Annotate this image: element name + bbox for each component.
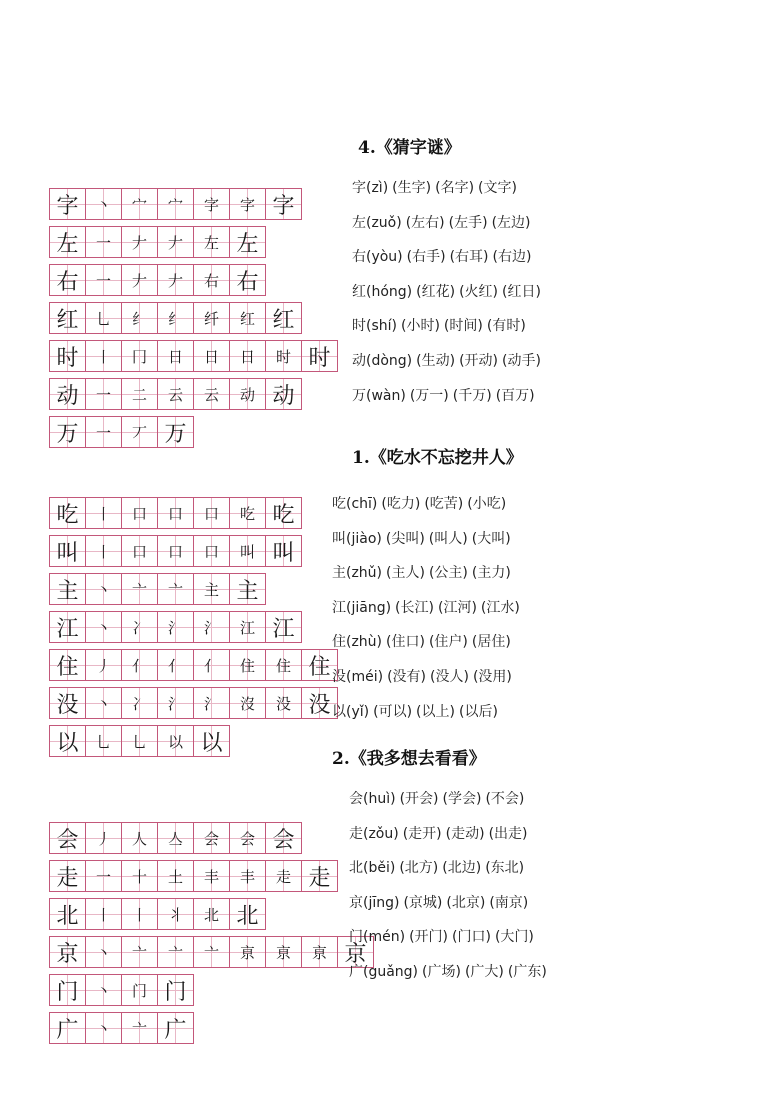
character-cell: 会: [49, 822, 86, 854]
stroke-cell: 会: [265, 822, 302, 854]
stroke-row: [49, 822, 374, 854]
stroke-cell: 住: [229, 649, 266, 681]
word-item: (不会): [485, 791, 525, 807]
character-pinyin: 京(jīng): [349, 894, 400, 911]
stroke-cell: 叫: [265, 535, 302, 567]
stroke-cell: 亠: [121, 1012, 158, 1044]
stroke-cell: 沒: [229, 687, 266, 719]
word-item: (以后): [458, 703, 498, 720]
word-item: (居住): [471, 634, 511, 651]
stroke-row: [49, 974, 374, 1006]
stroke-cell: 丨: [85, 535, 122, 567]
stroke-row: [49, 416, 338, 448]
character-cell: 动: [49, 378, 86, 410]
stroke-cell: 日: [229, 340, 266, 372]
word-item: (左边): [491, 214, 531, 231]
stroke-row: [49, 573, 338, 605]
stroke-cell: 时: [265, 340, 302, 372]
stroke-cell: 丿: [85, 822, 122, 854]
stroke-cell: 氵: [193, 687, 230, 719]
stroke-cell: 会: [193, 822, 230, 854]
stroke-cell: 亠: [121, 936, 158, 968]
character-pinyin: 左(zuǒ): [352, 214, 402, 231]
stroke-row: [49, 497, 338, 529]
word-item: (京城): [403, 894, 443, 911]
stroke-row: [49, 378, 338, 410]
word-item: (小吃): [467, 496, 507, 512]
stroke-cell: 宀: [157, 188, 194, 220]
stroke-row: [49, 264, 338, 296]
word-item: (左右): [405, 214, 445, 231]
stroke-cell: 丰: [193, 860, 230, 892]
stroke-cell: 宀: [121, 188, 158, 220]
word-line: [349, 782, 551, 817]
stroke-cell: 住: [301, 649, 338, 681]
character-cell: 万: [49, 416, 86, 448]
stroke-cell: 亻: [157, 649, 194, 681]
stroke-cell: 字: [193, 188, 230, 220]
word-line: [349, 886, 551, 921]
stroke-cell: 丆: [121, 416, 158, 448]
stroke-cell: 口: [121, 497, 158, 529]
character-pinyin: 会(huì): [349, 791, 396, 807]
word-item: (千万): [452, 387, 492, 404]
word-item: (时间): [443, 318, 483, 335]
character-cell: 江: [49, 611, 86, 643]
stroke-cell: 乚: [121, 725, 158, 757]
stroke-cell: 亻: [121, 649, 158, 681]
stroke-cell: 亰: [229, 936, 266, 968]
stroke-row: [49, 725, 338, 757]
stroke-cell: 𠂇: [157, 226, 194, 258]
word-item: (文字): [478, 180, 517, 196]
stroke-cell: 一: [85, 378, 122, 410]
word-item: (公主): [428, 565, 468, 582]
character-pinyin: 叫(jiào): [332, 530, 382, 547]
stroke-cell: 一: [85, 416, 122, 448]
word-line: [349, 955, 551, 990]
stroke-cell: 日: [157, 340, 194, 372]
word-item: (右边): [492, 249, 532, 266]
word-item: (生动): [416, 352, 456, 369]
stroke-cell: 氵: [193, 611, 230, 643]
stroke-cell: 口: [157, 535, 194, 567]
stroke-cell: 丶: [85, 611, 122, 643]
stroke-cell: 动: [229, 378, 266, 410]
word-item: (开门): [409, 929, 448, 946]
stroke-cell: 人: [121, 822, 158, 854]
stroke-cell: 土: [157, 860, 194, 892]
word-item: (东北): [485, 860, 525, 877]
stroke-cell: 江: [229, 611, 266, 643]
stroke-cell: 丶: [85, 573, 122, 605]
stroke-cell: 口: [193, 497, 230, 529]
stroke-cell: 吃: [265, 497, 302, 529]
word-line: [352, 379, 545, 414]
word-item: (北方): [399, 860, 439, 877]
stroke-cell: 冫: [121, 611, 158, 643]
stroke-cell: 丬: [157, 898, 194, 930]
stroke-cell: 纟: [157, 302, 194, 334]
word-item: (主人): [386, 565, 425, 582]
stroke-row: [49, 1012, 374, 1044]
character-cell: 字: [49, 188, 86, 220]
stroke-cell: 叫: [229, 535, 266, 567]
stroke-cell: 𠂇: [121, 264, 158, 296]
stroke-cell: 丶: [85, 974, 122, 1006]
word-item: (北京): [446, 894, 486, 911]
word-line: [349, 920, 551, 955]
word-item: (没人): [430, 668, 469, 685]
stroke-cell: 走: [265, 860, 302, 892]
character-cell: 没: [49, 687, 86, 719]
character-cell: 门: [49, 974, 86, 1006]
word-line: [332, 695, 524, 730]
word-item: (没有): [387, 668, 427, 685]
stroke-cell: 以: [157, 725, 194, 757]
word-line: [352, 240, 545, 275]
stroke-cell: 纤: [193, 302, 230, 334]
stroke-cell: 丿: [85, 649, 122, 681]
stroke-cell: 丨: [85, 497, 122, 529]
character-pinyin: 红(hóng): [352, 283, 413, 300]
stroke-row: [49, 898, 374, 930]
word-line: [332, 591, 524, 626]
word-item: (名字): [435, 180, 475, 196]
stroke-cell: 𠂇: [121, 226, 158, 258]
stroke-cell: 没: [265, 687, 302, 719]
character-cell: 广: [49, 1012, 86, 1044]
stroke-cell: 纟: [121, 302, 158, 334]
word-item: (有时): [486, 318, 526, 335]
word-line: [352, 344, 545, 379]
stroke-cell: 口: [157, 497, 194, 529]
stroke-cell: 丨: [85, 340, 122, 372]
character-cell: 住: [49, 649, 86, 681]
character-cell: 主: [49, 573, 86, 605]
word-item: (门口): [452, 929, 491, 946]
stroke-cell: 亰: [265, 936, 302, 968]
word-item: (百万): [495, 387, 535, 404]
stroke-cell: 丨: [121, 898, 158, 930]
word-line: [332, 660, 524, 695]
stroke-cell: 冫: [121, 687, 158, 719]
stroke-cell: 红: [265, 302, 302, 334]
word-item: (开动): [459, 352, 499, 369]
stroke-cell: 右: [193, 264, 230, 296]
stroke-cell: 乚: [85, 725, 122, 757]
stroke-cell: 以: [193, 725, 230, 757]
character-pinyin: 主(zhǔ): [332, 565, 383, 582]
stroke-cell: 亠: [157, 936, 194, 968]
stroke-cell: 吃: [229, 497, 266, 529]
stroke-cell: 口: [193, 535, 230, 567]
stroke-cell: 门: [157, 974, 194, 1006]
stroke-row: [49, 340, 338, 372]
stroke-cell: 字: [265, 188, 302, 220]
stroke-cell: 亠: [193, 936, 230, 968]
word-line: [332, 556, 524, 591]
stroke-cell: 京: [337, 936, 374, 968]
word-item: (大叫): [471, 530, 511, 547]
stroke-cell: 主: [193, 573, 230, 605]
word-item: (动手): [502, 352, 541, 369]
stroke-cell: 二: [121, 378, 158, 410]
stroke-cell: 主: [229, 573, 266, 605]
word-item: (火红): [459, 283, 498, 300]
stroke-row: [49, 860, 374, 892]
stroke-cell: 亼: [157, 822, 194, 854]
word-item: (北边): [442, 860, 482, 877]
stroke-row: [49, 188, 338, 220]
stroke-order-grid: [49, 497, 338, 757]
character-cell: 时: [49, 340, 86, 372]
word-item: (住户): [428, 634, 468, 651]
word-item: (右耳): [449, 249, 489, 266]
word-line: [332, 487, 524, 522]
stroke-cell: 没: [301, 687, 338, 719]
word-item: (主力): [471, 565, 511, 582]
stroke-cell: 动: [265, 378, 302, 410]
word-item: (南京): [489, 894, 529, 911]
character-cell: 右: [49, 264, 86, 296]
word-item: (住口): [386, 634, 425, 651]
word-item: (红花): [416, 283, 456, 300]
stroke-order-grid: [49, 188, 338, 448]
character-pinyin: 字(zì): [352, 180, 389, 196]
stroke-cell: 口: [121, 535, 158, 567]
word-item: (学会): [442, 791, 482, 807]
stroke-cell: 左: [229, 226, 266, 258]
word-item: (开会): [399, 791, 439, 807]
section-title: 2.《我多想去看看》: [332, 749, 486, 769]
character-pinyin: 住(zhù): [332, 634, 383, 651]
stroke-cell: 门: [121, 974, 158, 1006]
character-cell: 吃: [49, 497, 86, 529]
character-pinyin: 广(guǎng): [349, 963, 419, 980]
stroke-cell: 氵: [157, 611, 194, 643]
stroke-cell: 氵: [157, 687, 194, 719]
word-item: (广大): [464, 963, 504, 980]
word-item: (没用): [472, 668, 512, 685]
word-line: [349, 851, 551, 886]
stroke-cell: 一: [85, 226, 122, 258]
stroke-cell: 左: [193, 226, 230, 258]
stroke-cell: 亻: [193, 649, 230, 681]
stroke-cell: 十: [121, 860, 158, 892]
stroke-cell: 丨: [85, 898, 122, 930]
word-item: (大门): [494, 929, 534, 946]
word-item: (红日): [502, 283, 541, 300]
word-item: (广东): [507, 963, 547, 980]
stroke-order-grid: [49, 822, 374, 1044]
stroke-row: [49, 302, 338, 334]
word-list: [332, 487, 524, 729]
word-item: (走开): [402, 825, 442, 842]
stroke-row: [49, 936, 374, 968]
character-cell: 走: [49, 860, 86, 892]
stroke-cell: 冂: [121, 340, 158, 372]
word-item: (吃苦): [424, 496, 464, 512]
word-item: (吃力): [381, 496, 421, 512]
word-item: (右手): [406, 249, 446, 266]
word-line: [352, 206, 545, 241]
word-line: [332, 522, 524, 557]
stroke-row: [49, 611, 338, 643]
character-pinyin: 北(běi): [349, 860, 396, 877]
stroke-cell: 住: [265, 649, 302, 681]
character-cell: 叫: [49, 535, 86, 567]
word-item: (江水): [480, 599, 520, 616]
word-line: [352, 275, 545, 310]
stroke-cell: 北: [229, 898, 266, 930]
stroke-cell: 会: [229, 822, 266, 854]
word-item: (长江): [395, 599, 434, 616]
character-pinyin: 吃(chī): [332, 496, 378, 512]
word-item: (左手): [448, 214, 488, 231]
word-line: [352, 309, 545, 344]
character-pinyin: 动(dòng): [352, 352, 413, 369]
stroke-cell: 丶: [85, 687, 122, 719]
character-cell: 京: [49, 936, 86, 968]
section-title: 1.《吃水不忘挖井人》: [352, 448, 523, 468]
character-pinyin: 时(shí): [352, 318, 397, 335]
word-line: [352, 171, 545, 206]
word-line: [349, 817, 551, 852]
word-item: (出走): [488, 825, 528, 842]
character-cell: 红: [49, 302, 86, 334]
stroke-row: [49, 687, 338, 719]
stroke-cell: 右: [229, 264, 266, 296]
stroke-cell: 云: [193, 378, 230, 410]
section-title: 4.《猜字谜》: [358, 138, 461, 158]
word-item: (生字): [392, 180, 432, 196]
stroke-cell: 亰: [301, 936, 338, 968]
word-item: (叫人): [428, 530, 468, 547]
stroke-cell: 日: [193, 340, 230, 372]
character-pinyin: 门(mén): [349, 929, 406, 946]
character-pinyin: 万(wàn): [352, 387, 406, 404]
word-item: (以上): [416, 703, 455, 720]
character-pinyin: 右(yòu): [352, 249, 403, 266]
stroke-cell: 亠: [157, 573, 194, 605]
stroke-row: [49, 226, 338, 258]
word-item: (万一): [409, 387, 449, 404]
word-item: (走动): [445, 825, 485, 842]
word-item: (江河): [437, 599, 477, 616]
word-item: (小时): [400, 318, 440, 335]
stroke-cell: 一: [85, 860, 122, 892]
stroke-cell: 北: [193, 898, 230, 930]
stroke-cell: 丶: [85, 936, 122, 968]
stroke-cell: 时: [301, 340, 338, 372]
stroke-cell: 丰: [229, 860, 266, 892]
character-pinyin: 走(zǒu): [349, 825, 399, 842]
character-cell: 左: [49, 226, 86, 258]
character-pinyin: 没(méi): [332, 668, 384, 685]
stroke-cell: 云: [157, 378, 194, 410]
stroke-cell: 红: [229, 302, 266, 334]
word-line: [332, 625, 524, 660]
word-item: (尖叫): [385, 530, 425, 547]
character-cell: 北: [49, 898, 86, 930]
stroke-cell: 亠: [121, 573, 158, 605]
character-pinyin: 以(yǐ): [332, 703, 370, 720]
stroke-row: [49, 649, 338, 681]
stroke-cell: 一: [85, 264, 122, 296]
stroke-cell: 广: [157, 1012, 194, 1044]
word-item: (广场): [422, 963, 461, 980]
stroke-cell: 江: [265, 611, 302, 643]
stroke-cell: 丶: [85, 1012, 122, 1044]
stroke-cell: 𠂇: [157, 264, 194, 296]
word-list: [349, 782, 551, 990]
character-pinyin: 江(jiāng): [332, 599, 392, 616]
stroke-cell: 走: [301, 860, 338, 892]
word-list: [352, 171, 545, 413]
stroke-cell: 丶: [85, 188, 122, 220]
stroke-cell: 万: [157, 416, 194, 448]
stroke-cell: 字: [229, 188, 266, 220]
word-item: (可以): [373, 703, 413, 720]
character-cell: 以: [49, 725, 86, 757]
stroke-row: [49, 535, 338, 567]
stroke-cell: 乚: [85, 302, 122, 334]
